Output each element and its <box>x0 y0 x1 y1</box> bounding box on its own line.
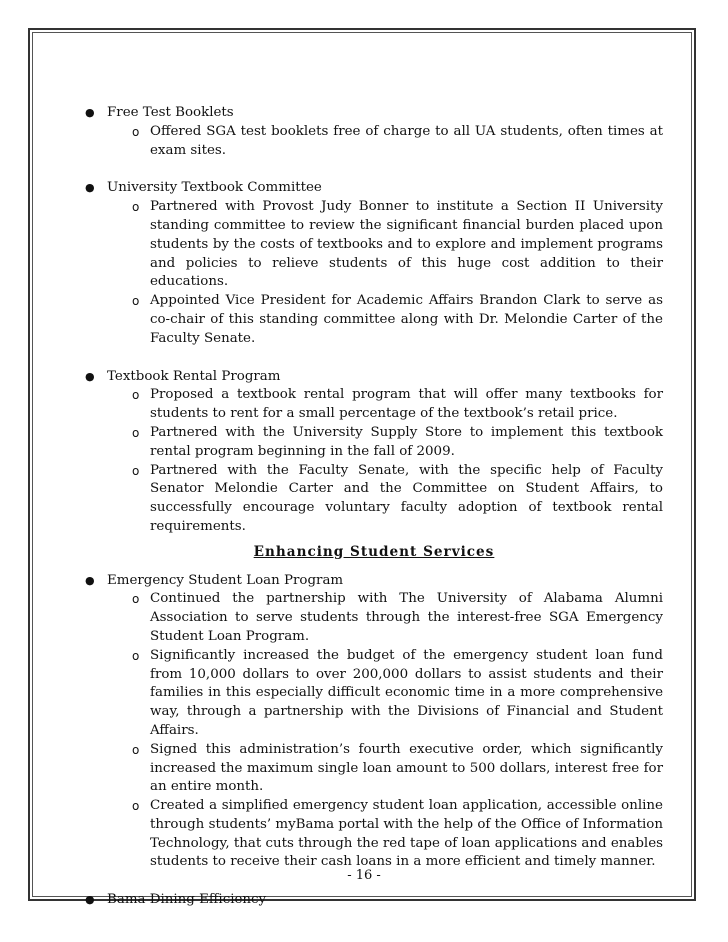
sub-bullet-icon: o <box>132 799 140 814</box>
section-title: Emergency Student Loan Program <box>107 572 344 588</box>
sub-bullet-icon: o <box>132 425 140 440</box>
bullet-icon: ● <box>85 106 95 119</box>
list-item <box>107 198 663 292</box>
page-number: - 16 - <box>347 868 381 883</box>
sub-bullet-icon: o <box>132 294 140 309</box>
section-heading: Enhancing Student Services <box>253 543 495 560</box>
sub-bullet-icon: o <box>132 742 140 757</box>
list-item <box>107 647 663 741</box>
list-item-text: Continued the partnership with The University of Alabama Alumni Association to serve students through the interest-free SGA Emergency Student Loan Program. <box>150 591 663 644</box>
list-item <box>107 797 663 872</box>
sub-bullet-icon: o <box>132 463 140 478</box>
section-title: Textbook Rental Program <box>107 368 281 384</box>
list-item <box>107 386 663 424</box>
sub-bullet-icon: o <box>132 592 140 607</box>
list-item-text: Partnered with the University Supply Store to implement this textbook rental program beginning in the fall of 2009. <box>150 424 663 459</box>
list-item <box>107 462 663 537</box>
bullet-icon: ● <box>85 573 95 587</box>
list-item <box>107 424 663 462</box>
list-item-text: Created a simplified emergency student loan application, accessible online through students’ myBama portal with the help of the Office of Information Technology, that cuts through the red tape of loan applications and enables students to receive their cash loans in a more efficient and timely manner. <box>150 798 663 870</box>
section-university-textbook-committee <box>85 179 663 348</box>
sub-bullet-icon: o <box>132 388 140 403</box>
list-item-text: Signed this administration’s fourth executive order, which significantly increased the maximum single loan amount to 500 dollars, interest free for an entire month. <box>150 741 663 795</box>
section-free-test-booklets <box>85 104 663 160</box>
bullet-icon: ● <box>85 893 95 907</box>
sub-bullet-icon: o <box>132 200 140 215</box>
list-item-text: Appointed Vice President for Academic Affairs Brandon Clark to serve as co-chair of this standing committee along with Dr. Melondie Carter of the Faculty Senate. <box>150 293 663 346</box>
section-emergency-student-loan-program <box>85 572 663 873</box>
bullet-icon: ● <box>85 369 95 383</box>
section-title: Free Test Booklets <box>107 105 234 120</box>
section-textbook-rental-program <box>85 368 663 537</box>
document-body <box>85 104 663 910</box>
list-item <box>107 123 663 161</box>
section-bama-dining-efficiency <box>85 891 663 910</box>
list-item-text: Partnered with Provost Judy Bonner to institute a Section II University standing committee to review the significant financial burden placed upon students by the costs of textbooks and to explore and implement programs and policies to relieve students of this huge cost addition to their educations. <box>150 199 663 290</box>
sub-list <box>107 386 663 536</box>
list-item-text: Significantly increased the budget of the emergency student loan fund from 10,000 dollars to over 200,000 dollars to assist students and their families in this especially difficult economic time in a more comprehensive way, through a partnership with the Divisions of Financial and Student Affairs. <box>150 647 663 738</box>
sub-bullet-icon: o <box>132 648 140 663</box>
section-title: University Textbook Committee <box>107 180 322 196</box>
list-item <box>107 590 663 646</box>
list-item-text: Proposed a textbook rental program that will offer many textbooks for students to rent for a small percentage of the textbook’s retail price. <box>150 387 663 422</box>
sub-list <box>107 123 663 161</box>
bullet-icon: ● <box>85 181 95 195</box>
list-item <box>107 292 663 348</box>
sub-list <box>107 590 663 872</box>
list-item <box>107 741 663 797</box>
section-title: Bama Dining Efficiency <box>107 892 267 908</box>
list-item-text: Offered SGA test booklets free of charge to all UA students, often times at exam sites. <box>150 123 663 158</box>
list-item-text: Partnered with the Faculty Senate, with the specific help of Faculty Senator Melondie Carter and the Committee on Student Affairs, to successfully encourage voluntary faculty adoption of textbook rental requirements. <box>150 462 663 534</box>
sub-bullet-icon: o <box>132 124 140 139</box>
sub-list <box>107 198 663 348</box>
